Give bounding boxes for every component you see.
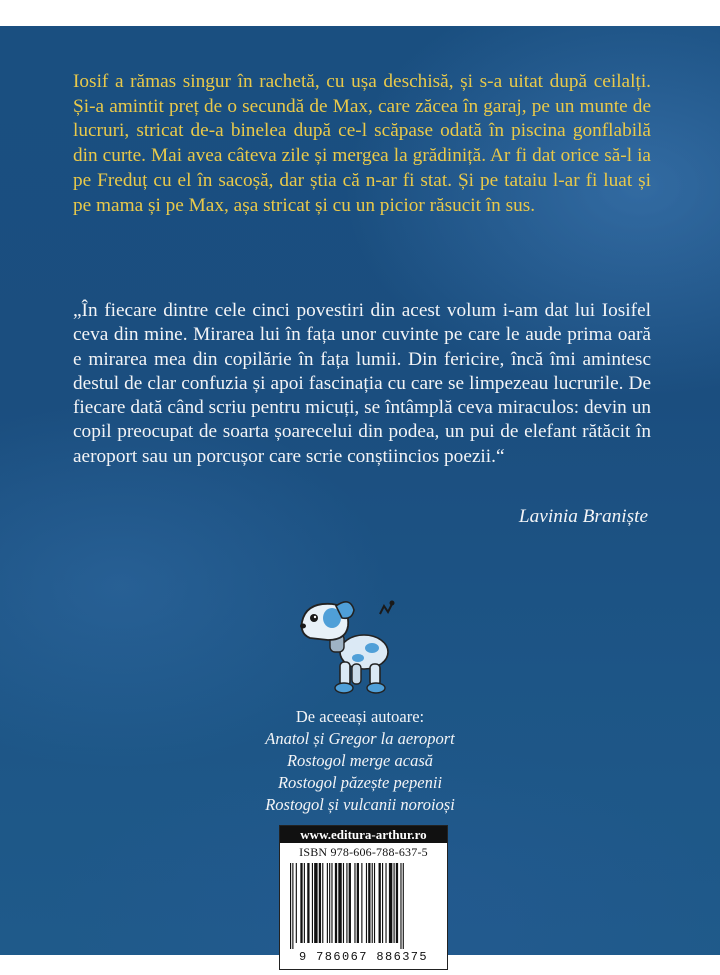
barcode-bar xyxy=(403,863,404,949)
book-title: Rostogol merge acasă xyxy=(286,751,434,770)
barcode-bar xyxy=(346,863,347,943)
barcode-bar xyxy=(296,863,297,943)
other-books-heading: De aceeași autoare: xyxy=(295,707,425,726)
barcode-bar xyxy=(338,863,341,943)
book-title: Anatol și Gregor la aeroport xyxy=(265,729,455,748)
robot-dog-icon xyxy=(292,592,402,702)
barcode-bar xyxy=(343,863,344,943)
book-title: Rostogol păzește pepenii xyxy=(277,773,443,792)
author-quote: „În fiecare dintre cele cinci povestiri din acest volum i-am dat lui Iosifel ceva din mine. Mirarea lui în fața unor cuvinte pe care le aude prima oară e mirarea mea din copilărie în fața lumii. Din fericire, încă îmi amintesc destul de clar confuzia și apoi fascinația cu care se limpezeau lucrurile. De fiecare dată când scriu pentru micuți, se întâmplă ceva miraculos: devin un copil preocupat de soarta șoarecelui din podea, un pui de elefant rătăcit în aeroport sau un porcușor care scrie conștiincios poezii.“ xyxy=(73,300,651,467)
barcode-bar xyxy=(314,863,317,943)
barcode-bar xyxy=(292,863,293,949)
barcode-digits: 9 786067 886375 xyxy=(298,950,429,964)
barcode-bar xyxy=(307,863,309,943)
book-excerpt: Iosif a rămas singur în rachetă, cu ușa deschisă, și s-a uitat după ceilalți. Și-a amintit preț de o secundă de Max, care zăcea în garaj, pe un munte de lucruri, stricat de-a binelea după ce-l scăpase odată în piscina gonflabilă din curte. Mai avea câteva zile și mergea la grădiniță. Ar fi dat orice să-l ia pe Freduț cu el în sacoșă, dar știa că n-ar fi stat. Și pe tataiu l-ar fi luat și pe mama și pe Max, așa stricat și cu un picior răsucit în sus. xyxy=(73,71,651,216)
barcode-bar xyxy=(322,863,323,943)
barcode-bar xyxy=(400,863,401,949)
other-books xyxy=(210,706,510,816)
barcode-bar xyxy=(379,863,381,943)
barcode-bar xyxy=(368,863,370,943)
barcode-bar xyxy=(396,863,398,943)
barcode-bar xyxy=(389,863,392,943)
barcode-bar xyxy=(354,863,355,943)
barcode-bar xyxy=(366,863,367,943)
author-signature: Lavinia Braniște xyxy=(518,506,648,527)
isbn-label: ISBN 978-606-788-637-5 xyxy=(299,845,428,859)
back-cover xyxy=(0,26,720,964)
barcode-bar xyxy=(385,863,386,943)
barcode-bar xyxy=(331,863,332,943)
barcode-bar xyxy=(300,863,302,943)
barcode-bar xyxy=(327,863,328,943)
book-title: Rostogol și vulcanii noroioși xyxy=(265,795,455,814)
barcode-box xyxy=(279,825,448,970)
barcode-bar xyxy=(290,863,291,949)
barcode-bar xyxy=(361,863,362,943)
barcode-bar xyxy=(304,863,305,943)
barcode-bar xyxy=(335,863,337,943)
barcode-bar xyxy=(394,863,395,943)
barcode-bars xyxy=(288,863,440,949)
barcode-bar xyxy=(349,863,351,943)
barcode-bar xyxy=(319,863,321,943)
barcode-bar xyxy=(372,863,373,943)
publisher-website: www.editura-arthur.ro xyxy=(280,826,447,843)
barcode-bar xyxy=(329,863,330,943)
barcode-bar xyxy=(374,863,375,943)
barcode-bar xyxy=(357,863,359,943)
barcode-bar xyxy=(312,863,313,943)
barcode-bar xyxy=(382,863,383,943)
